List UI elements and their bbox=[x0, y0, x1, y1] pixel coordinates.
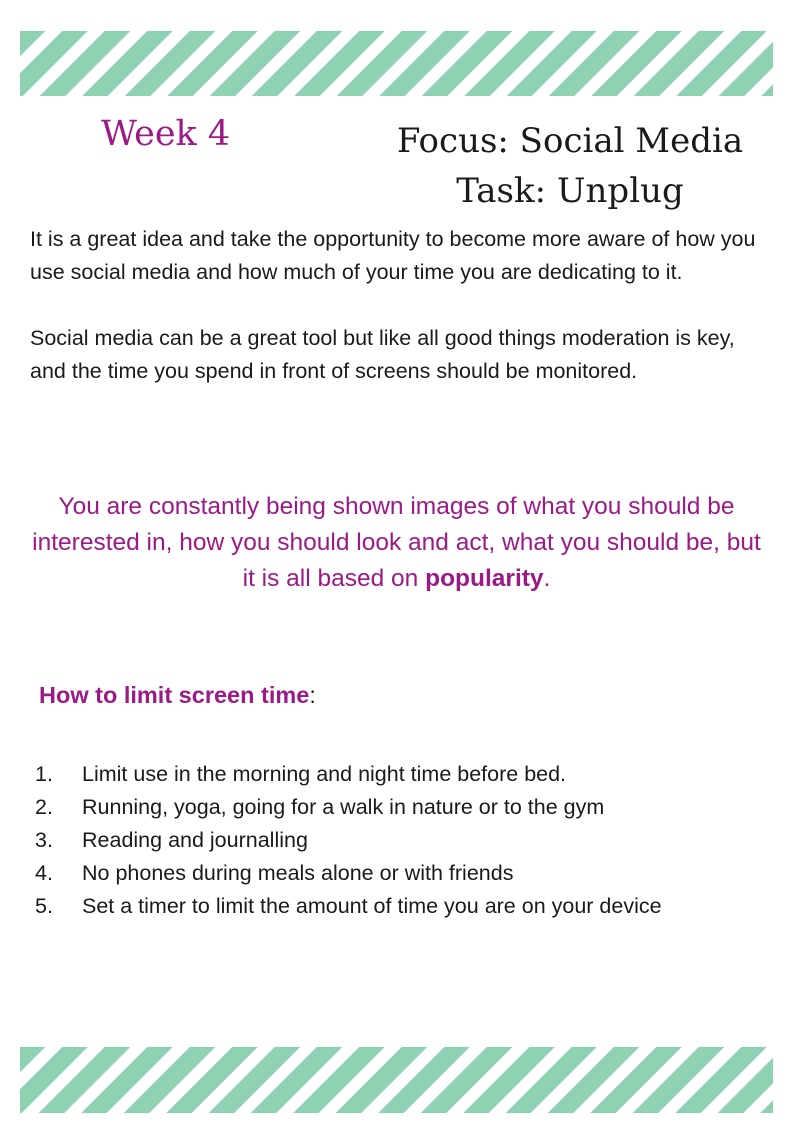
tips-list bbox=[35, 758, 775, 923]
list-item bbox=[35, 824, 775, 857]
list-item-text: Reading and journalling bbox=[82, 828, 308, 852]
list-item bbox=[35, 857, 775, 890]
focus-task-heading bbox=[385, 116, 755, 216]
focus-title: Focus: Social Media bbox=[396, 121, 744, 161]
list-item-number: 4. bbox=[35, 861, 53, 885]
quote-emphasis: popularity bbox=[425, 565, 544, 592]
list-item bbox=[35, 758, 775, 791]
list-item bbox=[35, 791, 775, 824]
list-item-text: Limit use in the morning and night time before bed. bbox=[82, 762, 567, 786]
list-item-text: Running, yoga, going for a walk in nature or to the gym bbox=[82, 795, 605, 819]
intro-paragraph-2: Social media can be a great tool but like all good things moderation is key, and the time you spend in front of screens should be monitored. bbox=[30, 326, 735, 383]
task-title: Task: Unplug bbox=[456, 171, 684, 211]
quote-end: . bbox=[543, 565, 551, 592]
intro-paragraph-1: It is a great idea and take the opportunity to become more aware of how you use social media and how much of your time you are dedicating to it. bbox=[30, 227, 756, 284]
list-item-number: 3. bbox=[35, 828, 53, 852]
list-item-text: No phones during meals alone or with friends bbox=[82, 861, 514, 885]
week-title: Week 4 bbox=[101, 114, 231, 154]
quote-text: You are constantly being shown images of what you should be interested in, how you should look and act, what you should be, but it is all based on bbox=[32, 493, 761, 592]
highlight-quote bbox=[30, 489, 763, 597]
list-item-text: Set a timer to limit the amount of time you are on your device bbox=[82, 894, 662, 918]
intro-text bbox=[30, 223, 770, 388]
bottom-stripe-banner bbox=[20, 1047, 773, 1113]
tips-heading-colon: : bbox=[309, 682, 316, 708]
tips-heading bbox=[39, 682, 316, 709]
list-item bbox=[35, 890, 775, 923]
tips-heading-label: How to limit screen time bbox=[39, 682, 310, 708]
list-item-number: 2. bbox=[35, 795, 53, 819]
list-item-number: 1. bbox=[35, 762, 53, 786]
top-stripe-banner bbox=[20, 31, 773, 96]
list-item-number: 5. bbox=[35, 894, 53, 918]
